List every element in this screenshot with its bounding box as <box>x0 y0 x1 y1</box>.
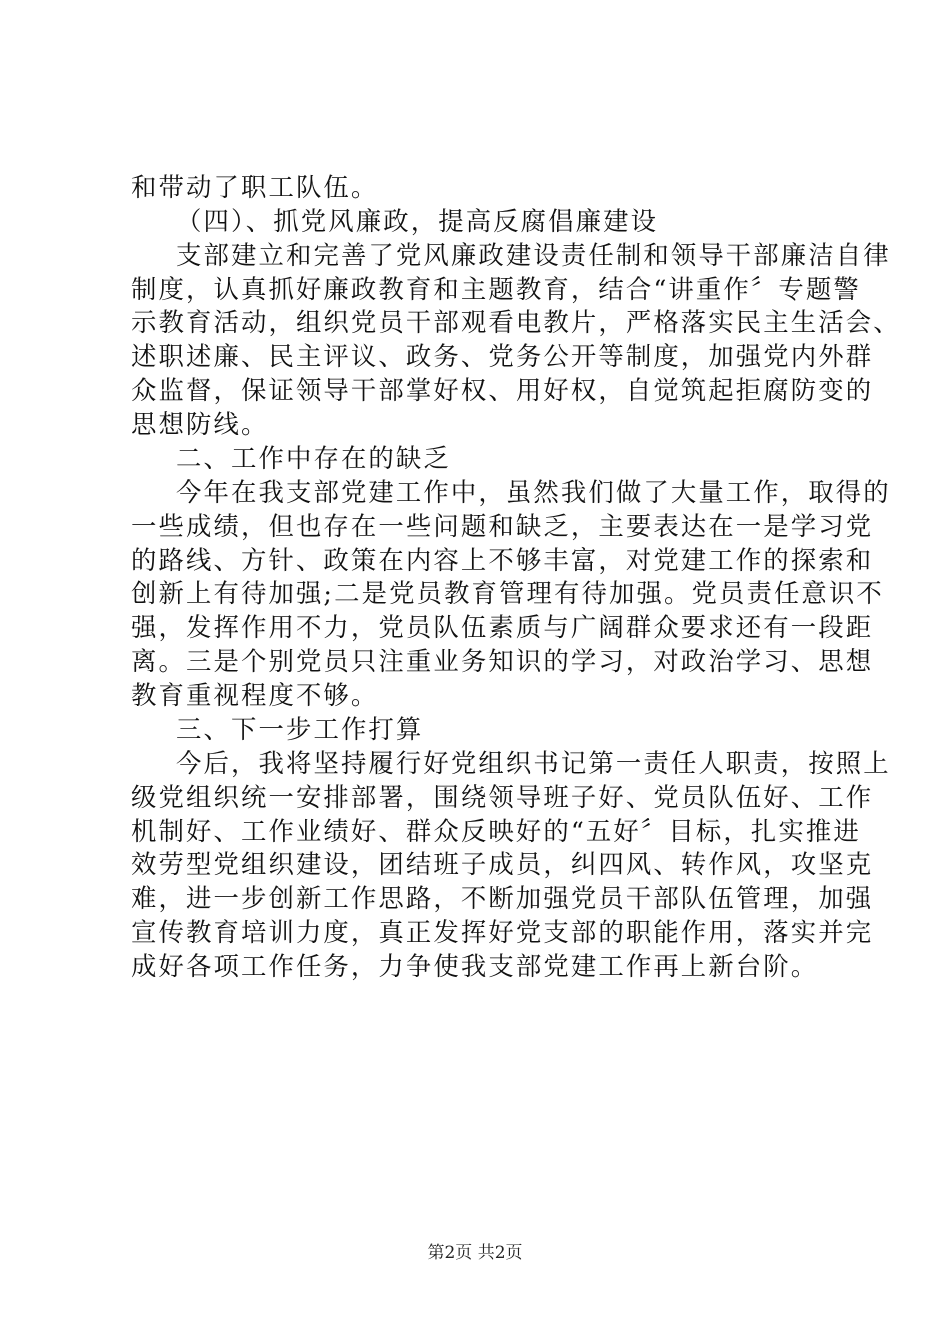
body-text-line: 的路线、方针、政策在内容上不够丰富，对党建工作的探索和 <box>131 545 874 575</box>
body-text-line: 支部建立和完善了党风廉政建设责任制和领导干部廉洁自律 <box>176 240 891 270</box>
body-text-line: 级党组织统一安排部署，围绕领导班子好、党员队伍好、工作 <box>131 782 874 812</box>
body-text-line: 今年在我支部党建工作中，虽然我们做了大量工作，取得的 <box>176 477 891 507</box>
body-text-line: 强，发挥作用不力，党员队伍素质与广阔群众要求还有一段距 <box>131 612 874 642</box>
body-text-line: 今后，我将坚持履行好党组织书记第一责任人职责，按照上 <box>176 748 891 778</box>
body-text-line: 效劳型党组织建设，团结班子成员，纠四风、转作风，攻坚克 <box>131 849 874 879</box>
body-text-line: 离。三是个别党员只注重业务知识的学习，对政治学习、思想 <box>131 646 874 676</box>
body-text-line: 难，进一步创新工作思路，不断加强党员干部队伍管理，加强 <box>131 883 874 913</box>
body-text-line: 众监督，保证领导干部掌好权、用好权，自觉筑起拒腐防变的 <box>131 375 874 405</box>
body-text-line: 思想防线。 <box>131 409 269 439</box>
body-text-line: 述职述廉、民主评议、政务、党务公开等制度，加强党内外群 <box>131 341 874 371</box>
body-text-line: 宣传教育培训力度，真正发挥好党支部的职能作用，落实并完 <box>131 917 874 947</box>
section-heading: （四）、抓党风廉政，提高反腐倡廉建设 <box>176 206 659 236</box>
body-text-line: 教育重视程度不够。 <box>131 680 379 710</box>
section-heading: 二、工作中存在的缺乏 <box>176 443 451 473</box>
section-heading: 三、下一步工作打算 <box>176 714 424 744</box>
body-text-line: 创新上有待加强;二是党员教育管理有待加强。党员责任意识不 <box>131 578 884 608</box>
body-text-line: 示教育活动，组织党员干部观看电教片，严格落实民主生活会、 <box>131 307 901 337</box>
body-text-line: 成好各项工作任务，力争使我支部党建工作再上新台阶。 <box>131 951 819 981</box>
body-text-line: 和带动了职工队伍。 <box>131 172 379 202</box>
page-number-footer: 第2页 共2页 <box>427 1243 523 1263</box>
body-text-line: 机制好、工作业绩好、群众反映好的“五好〞目标，扎实推进 <box>131 816 861 846</box>
body-text-line: 制度，认真抓好廉政教育和主题教育，结合“讲重作〞专题警 <box>131 274 861 304</box>
body-text-line: 一些成绩，但也存在一些问题和缺乏，主要表达在一是学习党 <box>131 511 874 541</box>
